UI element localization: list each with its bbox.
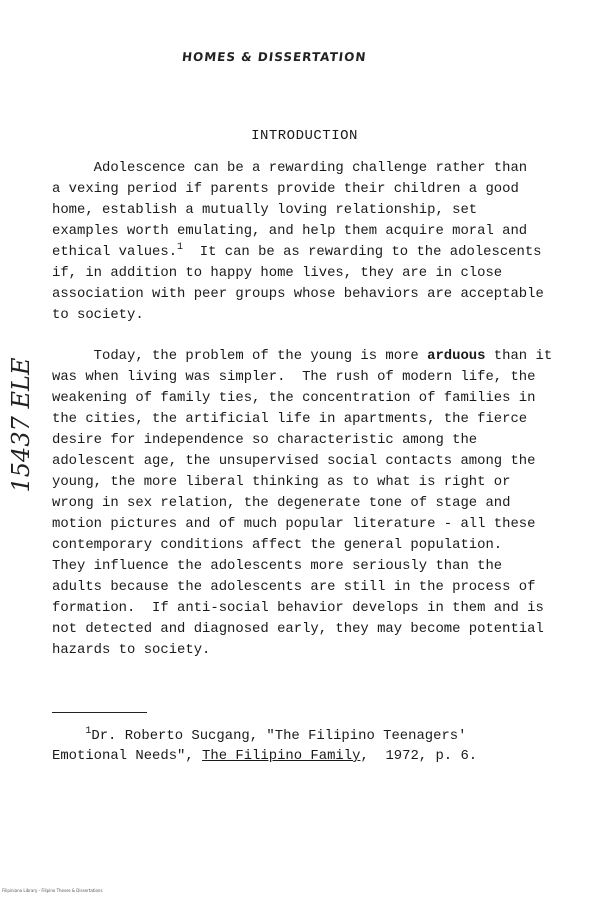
text-line bbox=[52, 242, 544, 263]
handwritten-call-number-text: 15437 ELE bbox=[7, 357, 35, 493]
page-title: INTRODUCTION bbox=[251, 128, 358, 144]
text-line: young, the more liberal thinking as to what is right or bbox=[52, 474, 511, 490]
text-line: wrong in sex relation, the degenerate tone of stage and bbox=[52, 495, 511, 511]
text-line-segment: Today, the problem of the young is more bbox=[52, 348, 428, 364]
text-line bbox=[52, 346, 552, 367]
handwritten-correction: arduous bbox=[427, 348, 486, 364]
footnote-line bbox=[52, 726, 477, 746]
footnote-divider bbox=[52, 712, 147, 713]
text-line-segment: It can be as rewarding to the adolescents bbox=[183, 244, 542, 260]
handwritten-call-number bbox=[6, 357, 36, 493]
footnote-line bbox=[52, 746, 477, 766]
text-line: motion pictures and of much popular literature - all these bbox=[52, 516, 536, 532]
text-line: adults because the adolescents are still in the process of bbox=[52, 579, 536, 595]
text-line: Adolescence can be a rewarding challenge rather than bbox=[52, 160, 528, 176]
text-line: adolescent age, the unsupervised social contacts among the bbox=[52, 453, 536, 469]
text-line-segment: ethical values. bbox=[52, 244, 178, 260]
text-line: hazards to society. bbox=[52, 642, 211, 658]
footnote-line-text: Emotional Needs", bbox=[52, 748, 203, 764]
text-line: was when living was simpler. The rush of modern life, the bbox=[52, 369, 536, 385]
footnote-line-text: Dr. Roberto Sucgang, "The Filipino Teenagers' bbox=[91, 728, 467, 744]
footnote bbox=[52, 726, 477, 766]
text-line: contemporary conditions affect the general population. bbox=[52, 537, 503, 553]
paragraph-1 bbox=[52, 158, 544, 326]
text-line: examples worth emulating, and help them acquire moral and bbox=[52, 223, 528, 239]
text-line: formation. If anti-social behavior develops in them and is bbox=[52, 600, 544, 616]
header-stamp: HOMES & DISSERTATION bbox=[181, 50, 368, 64]
text-line: the cities, the artificial life in apartments, the fierce bbox=[52, 411, 528, 427]
microfilm-caption: Filipiniana Library - Filipino Theses & Dissertations bbox=[2, 888, 103, 893]
text-line: association with peer groups whose behaviors are acceptable bbox=[52, 286, 544, 302]
text-line: a vexing period if parents provide their children a good bbox=[52, 181, 519, 197]
paragraph-2 bbox=[52, 346, 552, 661]
text-line: home, establish a mutually loving relationship, set bbox=[52, 202, 478, 218]
footnote-number: 1 bbox=[85, 726, 92, 737]
footnote-line-text: , 1972, p. 6. bbox=[360, 748, 478, 764]
text-line-segment: than it bbox=[485, 348, 553, 364]
text-line: They influence the adolescents more seriously than the bbox=[52, 558, 503, 574]
footnote-reference: 1 bbox=[177, 242, 184, 253]
book-title: The Filipino Family bbox=[202, 748, 361, 764]
text-line: weakening of family ties, the concentration of families in bbox=[52, 390, 536, 406]
text-line: to society. bbox=[52, 307, 144, 323]
text-line: desire for independence so characteristic among the bbox=[52, 432, 478, 448]
text-line: not detected and diagnosed early, they may become potential bbox=[52, 621, 544, 637]
text-line: if, in addition to happy home lives, they are in close bbox=[52, 265, 503, 281]
